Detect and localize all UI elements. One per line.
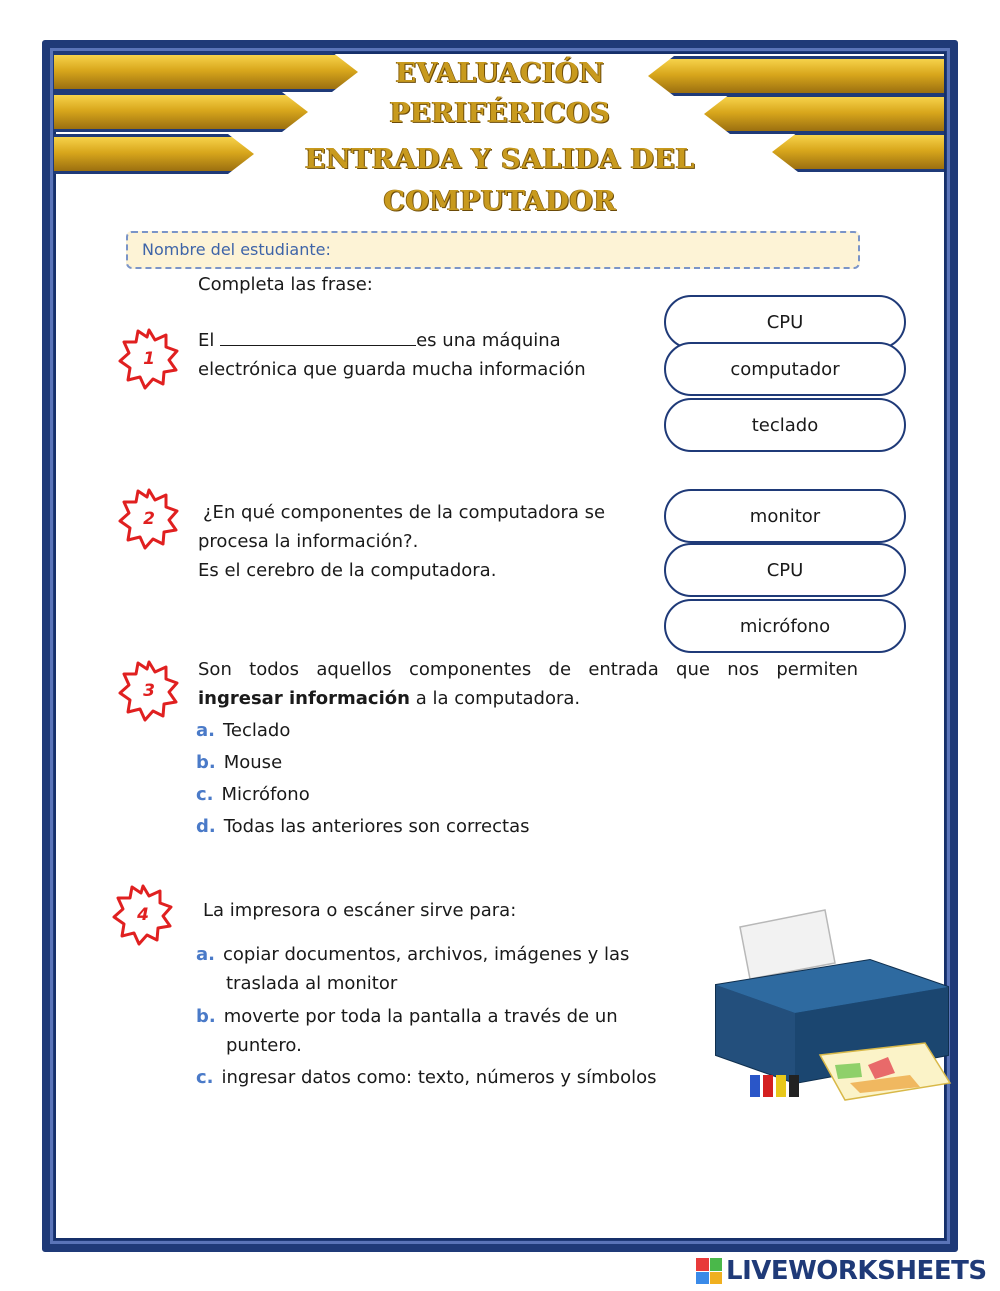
q4-choice-c-text: ingresar datos como: texto, números y símbolos	[221, 1067, 657, 1088]
liveworksheets-mark-icon	[696, 1258, 722, 1284]
banner-right-2	[704, 94, 944, 134]
question-2-line1: ¿En qué componentes de la computadora se	[203, 502, 606, 523]
q4-choice-a-text: copiar documentos, archivos, imágenes y las	[222, 944, 630, 965]
question-4-number: 4	[137, 905, 149, 925]
q4-choice-b-letter: b.	[196, 1006, 216, 1027]
question-2-line2: procesa la información?.	[198, 531, 419, 552]
q3-choice-c[interactable]	[196, 780, 310, 809]
title-line-1: EVALUACIÓN	[395, 58, 605, 89]
q3-choice-a-letter: a.	[196, 720, 215, 741]
question-1-line2: electrónica que guarda mucha información	[198, 359, 586, 380]
banner-right-3	[772, 132, 944, 172]
q4-choice-a-text2: traslada al monitor	[226, 973, 398, 994]
question-1-badge	[118, 328, 180, 390]
q3-choice-d-text: Todas las anteriores son correctas	[223, 816, 530, 837]
q4-choice-b-text: moverte por toda la pantalla a través de un	[223, 1006, 618, 1027]
question-3-bold: ingresar información	[198, 688, 410, 709]
printer-illustration	[710, 905, 960, 1120]
q3-choice-d-letter: d.	[196, 816, 216, 837]
question-2-number: 2	[143, 509, 155, 529]
q3-choice-c-text: Micrófono	[221, 784, 310, 805]
question-4-text: La impresora o escáner sirve para:	[203, 900, 517, 921]
student-name-label: Nombre del estudiante:	[142, 240, 331, 259]
q3-choice-b[interactable]	[196, 748, 282, 777]
q4-choice-b-text2: puntero.	[226, 1035, 302, 1056]
question-2-badge	[118, 488, 180, 550]
question-3-text	[198, 655, 858, 684]
q4-choice-a-letter: a.	[196, 944, 215, 965]
question-1-text	[198, 326, 586, 384]
question-1-text-after: es una máquina	[416, 330, 561, 351]
q4-choice-a[interactable]	[196, 940, 629, 998]
question-3-line1: Son todos aquellos componentes de entrada que nos permiten	[198, 659, 858, 680]
title-line-2: PERIFÉRICOS	[389, 98, 611, 129]
liveworksheets-brand: LIVEWORKSHEETS	[726, 1256, 987, 1286]
question-3-text-2	[198, 684, 580, 713]
question-3-number: 3	[143, 681, 155, 701]
instruction-text: Completa las frase:	[198, 274, 373, 295]
q4-choice-b[interactable]	[196, 1002, 618, 1060]
q1-option-3[interactable]: teclado	[664, 398, 906, 452]
question-1-blank[interactable]	[220, 327, 416, 346]
question-1-text-before: El	[198, 330, 215, 351]
banner-left-2	[54, 92, 308, 132]
q4-choice-c[interactable]	[196, 1063, 656, 1092]
q2-option-3[interactable]: micrófono	[664, 599, 906, 653]
question-3-badge	[118, 660, 180, 722]
title-line-4: COMPUTADOR	[383, 186, 617, 217]
q3-choice-c-letter: c.	[196, 784, 214, 805]
question-4-badge	[112, 884, 174, 946]
banner-left-3	[54, 134, 254, 174]
q3-choice-a-text: Teclado	[222, 720, 291, 741]
q3-choice-b-text: Mouse	[223, 752, 283, 773]
question-1-number: 1	[143, 349, 155, 369]
q3-choice-a[interactable]	[196, 716, 290, 745]
q3-choice-d[interactable]	[196, 812, 530, 841]
student-name-field[interactable]	[126, 231, 860, 269]
question-3-line2: a la computadora.	[415, 688, 581, 709]
q3-choice-b-letter: b.	[196, 752, 216, 773]
q1-option-2[interactable]: computador	[664, 342, 906, 396]
q1-option-1[interactable]: CPU	[664, 295, 906, 349]
liveworksheets-logo	[696, 1256, 987, 1286]
question-2-line3: Es el cerebro de la computadora.	[198, 560, 497, 581]
q2-option-1[interactable]: monitor	[664, 489, 906, 543]
q4-choice-c-letter: c.	[196, 1067, 214, 1088]
question-2-text	[198, 498, 605, 585]
q2-option-2[interactable]: CPU	[664, 543, 906, 597]
title-line-3: ENTRADA Y SALIDA DEL	[305, 144, 695, 175]
